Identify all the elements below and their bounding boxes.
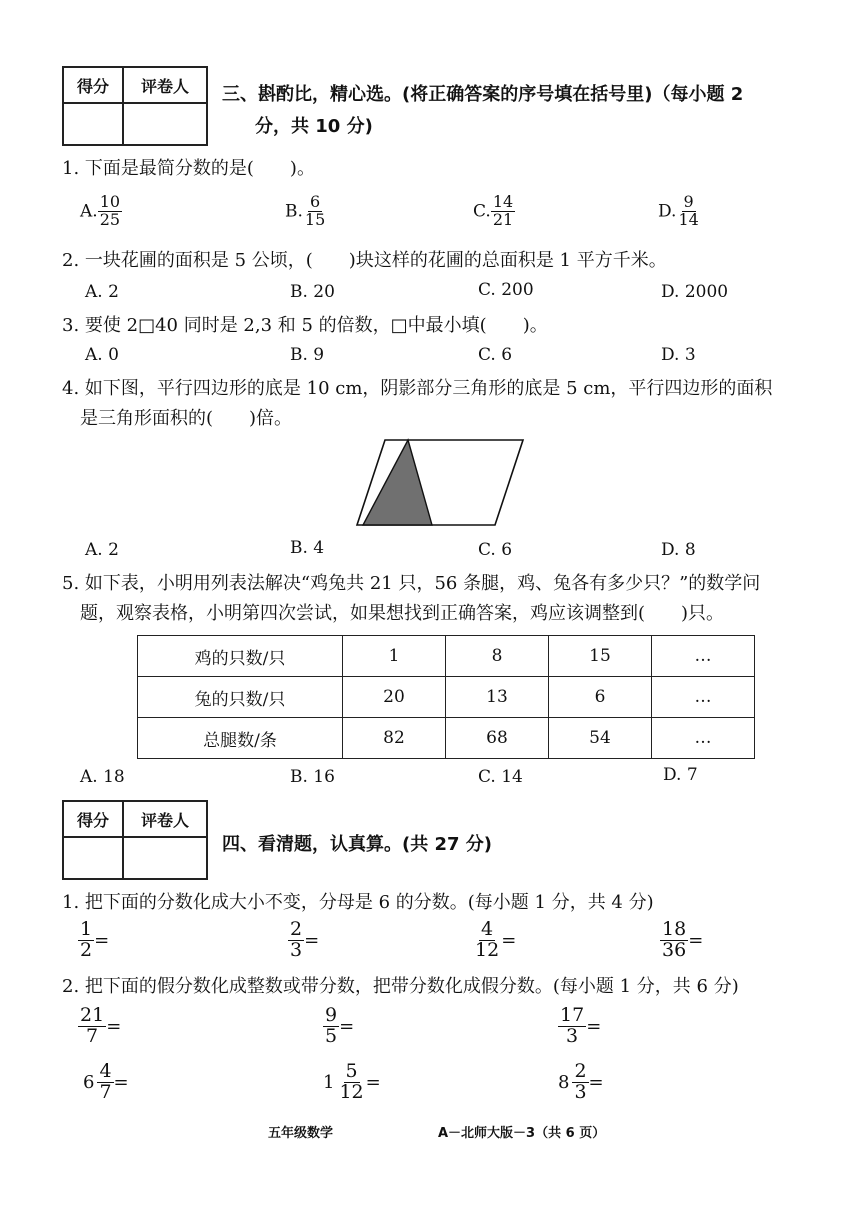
table-cell: …: [652, 677, 755, 718]
equals-sign: =: [365, 1071, 381, 1093]
fraction-problem: [288, 920, 319, 961]
numerator: 9: [683, 192, 694, 211]
q3-option-a[interactable]: A. 0: [85, 345, 119, 365]
equals-sign: =: [339, 1015, 355, 1037]
denominator: 12: [339, 1080, 364, 1103]
q4-option-b[interactable]: B. 4: [290, 538, 325, 558]
denominator: 3: [566, 1024, 579, 1047]
q2-option-b[interactable]: B. 20: [290, 282, 335, 302]
fraction-problem: [323, 1006, 354, 1047]
grader-header: 评卷人: [123, 67, 207, 103]
denominator: 7: [86, 1024, 99, 1047]
option-label: B.: [285, 201, 303, 222]
q3-text: 3. 要使 2□40 同时是 2,3 和 5 的倍数，□中最小填( )。: [62, 315, 548, 336]
q3-option-b[interactable]: B. 9: [290, 345, 325, 365]
numerator: 6: [309, 192, 321, 211]
table-cell: 鸡的只数/只: [138, 636, 343, 677]
option-label: A.: [80, 201, 98, 222]
equals-sign: =: [586, 1015, 602, 1037]
table-cell: 15: [549, 636, 652, 677]
table-cell: 1: [343, 636, 446, 677]
denominator: 25: [99, 209, 121, 229]
footer-page-info: A－北师大版－3（共 6 页）: [438, 1126, 606, 1141]
q3-option-d[interactable]: D. 3: [661, 345, 696, 365]
table-cell: …: [652, 636, 755, 677]
fraction: [337, 1062, 365, 1103]
table-cell: 兔的只数/只: [138, 677, 343, 718]
q1-options: [80, 194, 820, 238]
equals-sign: =: [113, 1071, 129, 1093]
fraction-problem: [660, 920, 703, 961]
score-cell[interactable]: [63, 837, 123, 879]
denominator: 36: [662, 938, 687, 961]
numerator: 9: [325, 1004, 338, 1026]
numerator: 2: [574, 1060, 587, 1082]
table-row: [138, 636, 755, 677]
q2-text: 2. 一块花圃的面积是 5 公顷，( )块这样的花圃的总面积是 1 平方千米。: [62, 250, 667, 271]
fraction-problem: [558, 1006, 601, 1047]
s4-q2-text: 2. 把下面的假分数化成整数或带分数，把带分数化成假分数。(每小题 1 分，共 6 分): [62, 976, 739, 997]
numerator: 4: [481, 918, 494, 940]
q5-option-d[interactable]: D. 7: [663, 765, 698, 785]
table-cell: 82: [343, 718, 446, 759]
q5-option-b[interactable]: B. 16: [290, 767, 335, 787]
section3-title: 三、斟酌比，精心选。(将正确答案的序号填在括号里)（每小题 2: [222, 84, 744, 105]
footer-subject: 五年级数学: [268, 1126, 334, 1141]
table-cell: 13: [446, 677, 549, 718]
q4-option-a[interactable]: A. 2: [85, 540, 119, 560]
table-cell: 6: [549, 677, 652, 718]
numerator: 17: [560, 1004, 585, 1026]
numerator: 2: [290, 918, 303, 940]
equals-sign: =: [588, 1071, 604, 1093]
numerator: 5: [345, 1060, 358, 1082]
table-cell: 20: [343, 677, 446, 718]
fraction: [473, 920, 501, 961]
fraction: [97, 1062, 113, 1103]
equals-sign: =: [94, 929, 110, 951]
table-cell: 总腿数/条: [138, 718, 343, 759]
denominator: 12: [475, 938, 500, 961]
q5-option-a[interactable]: A. 18: [80, 767, 125, 787]
fraction-problem: [473, 920, 516, 961]
fraction: [78, 1006, 106, 1047]
numerator: 21: [80, 1004, 105, 1026]
q4-text-cont: 是三角形面积的( )倍。: [80, 408, 293, 429]
section3-title-cont: 分，共 10 分): [255, 116, 373, 137]
q2-option-c[interactable]: C. 200: [478, 280, 534, 300]
fraction: [323, 1006, 339, 1047]
score-box-section3: [62, 66, 208, 146]
fraction: [78, 920, 94, 961]
denominator: 5: [325, 1024, 338, 1047]
section4-title: 四、看清题，认真算。(共 27 分): [222, 834, 493, 855]
q2-option-a[interactable]: A. 2: [85, 282, 119, 302]
q5-text: 5. 如下表，小明用列表法解决“鸡兔共 21 只，56 条腿，鸡、兔各有多少只？”的数学问: [62, 573, 761, 594]
q2-option-d[interactable]: D. 2000: [661, 282, 729, 302]
fraction: [303, 194, 327, 229]
numerator: 4: [99, 1060, 112, 1082]
equals-sign: =: [304, 929, 320, 951]
parallelogram-figure: [355, 434, 525, 530]
table-row: [138, 718, 755, 759]
fraction: [660, 920, 688, 961]
table-cell: …: [652, 718, 755, 759]
denominator: 14: [678, 209, 699, 229]
s4-q1-text: 1. 把下面的分数化成大小不变，分母是 6 的分数。(每小题 1 分，共 4 分): [62, 892, 654, 913]
whole-number: 8: [558, 1071, 570, 1093]
q4-option-d[interactable]: D. 8: [661, 540, 696, 560]
q4-option-c[interactable]: C. 6: [478, 540, 513, 560]
option-label: C.: [473, 201, 491, 222]
q1-option-a[interactable]: [80, 194, 122, 229]
fraction-problem: [78, 1006, 121, 1047]
denominator: 3: [574, 1080, 587, 1103]
equals-sign: =: [106, 1015, 122, 1037]
fraction: [676, 194, 700, 229]
chicken-rabbit-table: [137, 635, 755, 759]
option-label: D.: [658, 201, 677, 222]
score-box-section4: [62, 800, 208, 880]
q5-text-cont: 题，观察表格，小明第四次尝试，如果想找到正确答案，鸡应该调整到( )只。: [80, 603, 725, 624]
fraction-problem: [558, 1062, 604, 1103]
fraction: [98, 194, 122, 229]
equals-sign: =: [688, 929, 704, 951]
fraction: [558, 1006, 586, 1047]
fraction: [491, 194, 515, 229]
score-header: 得分: [63, 801, 123, 837]
numerator: 1: [80, 918, 93, 940]
fraction-problem: [83, 1062, 129, 1103]
numerator: 14: [492, 192, 514, 211]
q1-option-c[interactable]: [473, 194, 515, 229]
q1-text: 1. 下面是最简分数的是( )。: [62, 158, 315, 179]
score-header: 得分: [63, 67, 123, 103]
table-cell: 54: [549, 718, 652, 759]
q5-option-c[interactable]: C. 14: [478, 767, 523, 787]
table-row: [138, 677, 755, 718]
denominator: 15: [304, 209, 326, 229]
numerator: 18: [662, 918, 687, 940]
denominator: 21: [492, 209, 514, 229]
q1-option-d[interactable]: [658, 194, 701, 229]
q3-option-c[interactable]: C. 6: [478, 345, 513, 365]
whole-number: 1: [323, 1071, 335, 1093]
fraction-problem: [323, 1062, 381, 1103]
equals-sign: =: [501, 929, 517, 951]
s4-q2-items: [78, 1006, 838, 1118]
table-cell: 8: [446, 636, 549, 677]
table-cell: 68: [446, 718, 549, 759]
score-cell[interactable]: [63, 103, 123, 145]
fraction: [288, 920, 304, 961]
denominator: 3: [290, 938, 303, 961]
grader-cell[interactable]: [123, 837, 207, 879]
q4-text: 4. 如下图，平行四边形的底是 10 cm，阴影部分三角形的底是 5 cm，平行四边形的面积: [62, 378, 773, 399]
s4-q1-items: [78, 920, 838, 972]
fraction-problem: [78, 920, 109, 961]
whole-number: 6: [83, 1071, 95, 1093]
grader-header: 评卷人: [123, 801, 207, 837]
denominator: 7: [99, 1080, 112, 1103]
denominator: 2: [80, 938, 93, 961]
fraction: [572, 1062, 588, 1103]
numerator: 10: [99, 192, 121, 211]
q1-option-b[interactable]: [285, 194, 327, 229]
grader-cell[interactable]: [123, 103, 207, 145]
shaded-triangle: [363, 440, 432, 525]
